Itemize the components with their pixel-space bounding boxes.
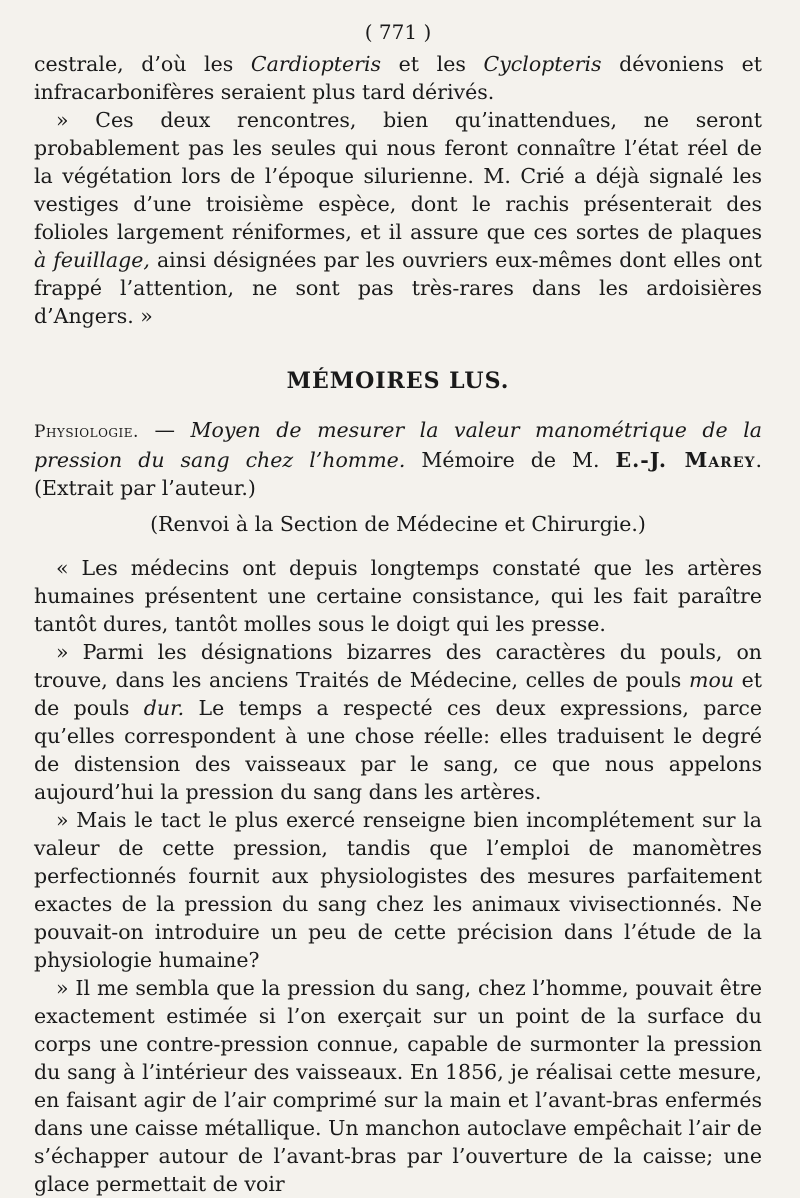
text-run: dévoniens et infracarbonifères seraient plus tard dérivés.	[34, 52, 762, 104]
page-number: ( 771 )	[364, 20, 432, 44]
author-name: Marey	[684, 448, 756, 472]
body-paragraph-3: » Mais le tact le plus exercé renseigne bien incomplétement sur la valeur de cette pression, tandis que l’emploi de manomètres perfectionnés fournit aux physiologistes des mesures parfaitement exactes de la pression du sang chez les animaux vivisectionnés. Ne pouvait-on introduire un peu de cette précision dans l’étude de la physiologie humaine?	[34, 808, 762, 972]
text-run: » Ces deux rencontres, bien qu’inattendues, ne seront probablement pas les seules qui nous feront connaître l’état réel de la végétation lors de l’époque silurienne. M. Crié a déjà signalé les vestiges d’une troisième espèce, dont le rachis présenterait des folioles largement réniformes, et il assure que ces sortes de plaques	[34, 108, 762, 244]
genus-name: Cardiopteris	[250, 52, 382, 76]
memoir-title: Moyen de mesurer la valeur manométrique de la pression du sang chez l’homme.	[34, 418, 762, 472]
text-run: cestrale, d’où les	[34, 52, 251, 76]
memoir-heading	[34, 416, 762, 502]
text-run: Mémoire de M.	[405, 448, 616, 472]
text-run: et de pouls	[34, 668, 763, 720]
text-run: . (Extrait par l’auteur.)	[34, 448, 763, 500]
renvoi-note: (Renvoi à la Section de Médecine et Chirurgie.)	[150, 512, 646, 536]
text-run: ainsi désignées par les ouvriers eux-mêmes dont elles ont frappé l’attention, ne sont pas très-rares dans les ardoisières d’Angers. »	[34, 248, 762, 328]
genus-name: Cyclopteris	[483, 52, 602, 76]
text-run: » Parmi les désignations bizarres des caractères du pouls, on trouve, dans les anciens Traités de Médecine, celles de pouls	[34, 640, 762, 692]
dash: —	[138, 418, 191, 442]
body-paragraph-4: » Il me sembla que la pression du sang, chez l’homme, pouvait être exactement estimée si l’on exerçait sur un point de la surface du corps une contre-pression connue, capable de surmonter la pression du sang à l’intérieur des vaisseaux. En 1856, je réalisai cette mesure, en faisant agir de l’air comprimé sur la main et l’avant-bras enfermés dans une caisse métallique. Un manchon autoclave empêchait l’air de s’échapper autour de l’avant-bras par l’ouverture de la caisse; une glace permettait de voir	[34, 976, 762, 1196]
quote-paragraph	[34, 106, 762, 330]
text-run: et les	[381, 52, 484, 76]
emphasis: mou	[689, 668, 734, 692]
body-paragraph-1: « Les médecins ont depuis longtemps constaté que les artères humaines présentent une certaine consistance, qui les fait paraître tantôt dures, tantôt molles sous le doigt qui les presse.	[34, 556, 762, 636]
text-run: Le temps a respecté ces deux expressions, parce qu’elles correspondent à une chose réelle: elles traduisent le degré de distension des vaisseaux par le sang, ce que nous appelons aujourd’hui la pression du sang dans les artères.	[34, 696, 762, 804]
body-paragraph-2	[34, 638, 762, 806]
emphasis: à feuillage,	[34, 248, 150, 272]
author-initials: E.-J.	[615, 448, 685, 472]
emphasis: dur.	[143, 696, 185, 720]
continuation-paragraph	[34, 50, 762, 106]
rubric: Physiologie.	[34, 422, 139, 442]
section-title: MÉMOIRES LUS.	[286, 368, 510, 394]
